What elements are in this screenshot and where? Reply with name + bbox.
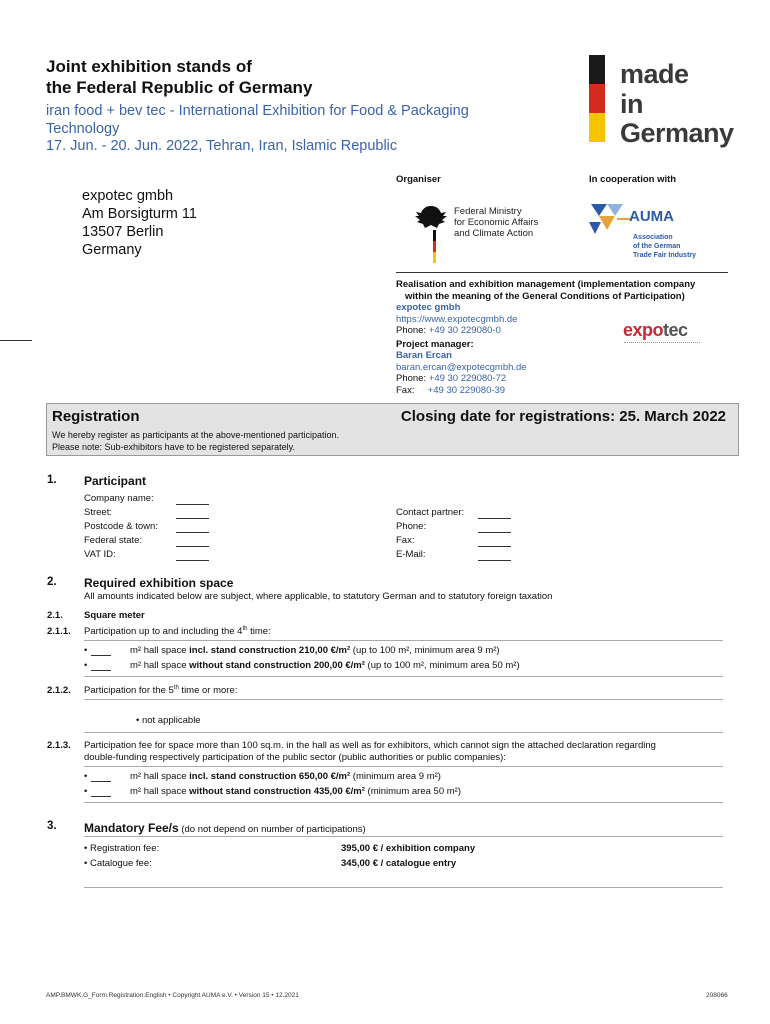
auma-line-1: Association xyxy=(633,234,673,241)
realisation-website-link[interactable]: https://www.expotecgmbh.de xyxy=(396,313,518,325)
event-name-line-2: Technology xyxy=(46,121,120,137)
tax-note: All amounts indicated below are subject, where applicable, to statutory German and to statutory foreign taxation xyxy=(84,591,553,602)
expotec-logo-part1: expo xyxy=(623,320,664,340)
ministry-line-3: and Climate Action xyxy=(454,228,534,239)
participant-left-labels xyxy=(84,492,158,562)
title-line-2: the Federal Republic of Germany xyxy=(46,78,313,97)
expotec-tagline-rule xyxy=(624,342,700,343)
address-line-1: expotec gmbh xyxy=(82,188,174,204)
postcode-town-field[interactable] xyxy=(176,522,209,533)
section-2-1-heading: Square meter xyxy=(84,610,145,621)
bullet: • xyxy=(84,771,88,782)
space-without-construction-4th-field[interactable] xyxy=(91,660,111,671)
registration-note-2: Please note: Sub-exhibitors have to be registered separately. xyxy=(52,441,295,452)
street-label: Street: xyxy=(84,507,112,518)
ministry-line-2: for Economic Affairs xyxy=(454,217,539,228)
option-incl-construction-large: m² hall space incl. stand construction 650,00 €/m² (minimum area 9 m²) xyxy=(130,771,441,782)
option-without-construction-4th: m² hall space without stand construction 200,00 €/m² (up to 100 m², minimum area 50 m²) xyxy=(130,660,520,671)
pm-phone-value: +49 30 229080-72 xyxy=(428,373,507,384)
event-dates: 17. Jun. - 20. Jun. 2022, Tehran, Iran, Islamic Republic xyxy=(46,138,398,154)
closing-date: Closing date for registrations: 25. March 2022 xyxy=(400,408,726,425)
project-manager-email-link[interactable]: baran.ercan@expotecgmbh.de xyxy=(396,361,527,373)
project-manager-phone xyxy=(396,373,756,385)
registration-note-1: We hereby register as participants at the above-mentioned participation. xyxy=(52,430,339,440)
registration-title: Registration xyxy=(52,408,140,425)
federal-state-field[interactable] xyxy=(176,536,209,547)
event-name xyxy=(46,102,566,138)
space-without-construction-large-field[interactable] xyxy=(91,786,111,797)
project-manager-name: Baran Ercan xyxy=(396,350,452,361)
company-name-label: Company name: xyxy=(84,493,154,504)
address-line-4: Germany xyxy=(82,242,142,258)
footer-code: 208066 xyxy=(706,992,728,999)
section-2-1-2-text: Participation for the 5th time or more: xyxy=(84,685,238,697)
project-manager-label: Project manager: xyxy=(396,338,474,350)
registration-fee-value: 395,00 € / exhibition company xyxy=(341,843,476,854)
logo-word-in: in xyxy=(620,89,643,119)
section-2-1-3-text: Participation fee for space more than 100 sq.m. in the hall as well as for exhibitors, which cannot sign the attached declaration regarding double-funding respectively participation of the public sector (public authorities or public companies): xyxy=(84,740,656,763)
section-2-1-2-rule xyxy=(84,699,723,700)
expotec-logo-part2: tec xyxy=(663,320,688,340)
section-2-1-1-rule xyxy=(84,640,723,641)
cooperation-label: In cooperation with xyxy=(589,174,677,185)
section-3-heading: Mandatory Fee/s xyxy=(84,821,179,835)
pm-phone-label: Phone: xyxy=(396,373,427,384)
phone-label-field: Phone: xyxy=(396,521,427,532)
realisation-divider xyxy=(396,272,728,273)
title-line-1: Joint exhibition stands of xyxy=(46,57,252,76)
email-label-field: E-Mail: xyxy=(396,549,426,560)
realisation-heading-2: within the meaning of the General Conditions of Participation) xyxy=(405,290,685,302)
section-1-heading: Participant xyxy=(84,474,147,488)
logo-word-made: made xyxy=(620,59,689,89)
bullet: • xyxy=(84,645,88,656)
realisation-company: expotec gmbh xyxy=(396,302,461,313)
federal-state-label: Federal state: xyxy=(84,535,143,546)
footer-form-id: AMP.BMWK.G_Form.Registration.English • Copyright AUMA e.V. • Version 15 • 12.2021 xyxy=(46,992,299,999)
section-3-header xyxy=(84,819,366,837)
section-2-1-1-text: Participation up to and including the 4th time: xyxy=(84,626,271,638)
address-line-3: 13507 Berlin xyxy=(82,224,164,240)
auma-description xyxy=(633,233,696,260)
participant-right-labels xyxy=(396,506,464,562)
flag-red-bar xyxy=(589,84,605,113)
realisation-phone xyxy=(396,325,756,337)
postcode-town-label: Postcode & town: xyxy=(84,521,158,532)
flag-gold-bar xyxy=(589,113,605,142)
section-2-number: 2. xyxy=(47,576,57,588)
contact-partner-label: Contact partner: xyxy=(396,507,465,518)
federal-eagle-logo xyxy=(414,203,448,265)
auma-name: AUMA xyxy=(629,208,674,225)
vat-id-field[interactable] xyxy=(176,550,209,561)
phone-field[interactable] xyxy=(478,522,511,533)
not-applicable-note: • not applicable xyxy=(136,715,201,726)
phone-label: Phone: xyxy=(396,325,427,336)
section-2-1-1-number: 2.1.1. xyxy=(47,626,71,637)
realisation-heading-1: Realisation and exhibition management (implementation company xyxy=(396,279,696,290)
phone-value: +49 30 229080-0 xyxy=(428,325,501,336)
section-2-1-2-number: 2.1.2. xyxy=(47,685,71,696)
project-manager-fax xyxy=(396,385,756,397)
section-3-rule xyxy=(84,836,723,837)
fax-label-field: Fax: xyxy=(396,535,415,546)
organiser-label: Organiser xyxy=(396,174,441,185)
street-field[interactable] xyxy=(176,508,209,519)
fax-field[interactable] xyxy=(478,536,511,547)
bullet: • xyxy=(84,660,88,671)
contact-partner-field[interactable] xyxy=(478,508,511,519)
option-without-construction-large: m² hall space without stand construction 435,00 €/m² (minimum area 50 m²) xyxy=(130,786,461,797)
email-field[interactable] xyxy=(478,550,511,561)
section-3-end-rule xyxy=(84,887,723,888)
section-2-heading: Required exhibition space xyxy=(84,576,234,590)
catalogue-fee-value: 345,00 € / catalogue entry xyxy=(341,858,457,869)
recipient-address xyxy=(82,187,197,259)
section-2-1-3-rule xyxy=(84,766,723,767)
address-line-2: Am Borsigturm 11 xyxy=(82,206,197,222)
ministry-line-1: Federal Ministry xyxy=(454,206,522,217)
pm-fax-value: +49 30 229080-39 xyxy=(427,384,506,396)
vat-id-label: VAT ID: xyxy=(84,549,116,560)
pm-fax-label: Fax: xyxy=(396,384,415,396)
section-2-1-1-end-rule xyxy=(84,676,723,677)
section-3-number: 3. xyxy=(47,820,57,832)
section-2-1-3-number: 2.1.3. xyxy=(47,740,71,751)
section-2-1-number: 2.1. xyxy=(47,610,63,621)
auma-line-3: Trade Fair Industry xyxy=(633,252,697,259)
registration-note xyxy=(52,430,339,453)
logo-word-germany: Germany xyxy=(620,118,734,148)
bullet: • xyxy=(84,786,88,797)
ministry-name xyxy=(454,206,538,239)
page-title xyxy=(46,56,466,98)
option-incl-construction-4th: m² hall space incl. stand construction 210,00 €/m² (up to 100 m², minimum area 9 m²) xyxy=(130,645,500,656)
event-name-line-1: iran food + bev tec - International Exhibition for Food & Packaging xyxy=(46,103,469,119)
section-3-heading-note: (do not depend on number of participations) xyxy=(178,824,366,835)
flag-black-bar xyxy=(589,55,605,84)
fold-mark xyxy=(0,340,32,341)
company-name-field[interactable] xyxy=(176,494,209,505)
expotec-logo xyxy=(623,320,688,341)
section-2-1-2-end-rule xyxy=(84,732,723,733)
registration-fee-label: • Registration fee: xyxy=(84,843,160,854)
space-incl-construction-4th-field[interactable] xyxy=(91,645,111,656)
catalogue-fee-label: • Catalogue fee: xyxy=(84,858,152,869)
space-incl-construction-large-field[interactable] xyxy=(91,771,111,782)
section-1-number: 1. xyxy=(47,474,57,486)
section-2-1-3-end-rule xyxy=(84,802,723,803)
realisation-block xyxy=(396,279,756,396)
auma-line-2: of the German xyxy=(633,243,681,250)
